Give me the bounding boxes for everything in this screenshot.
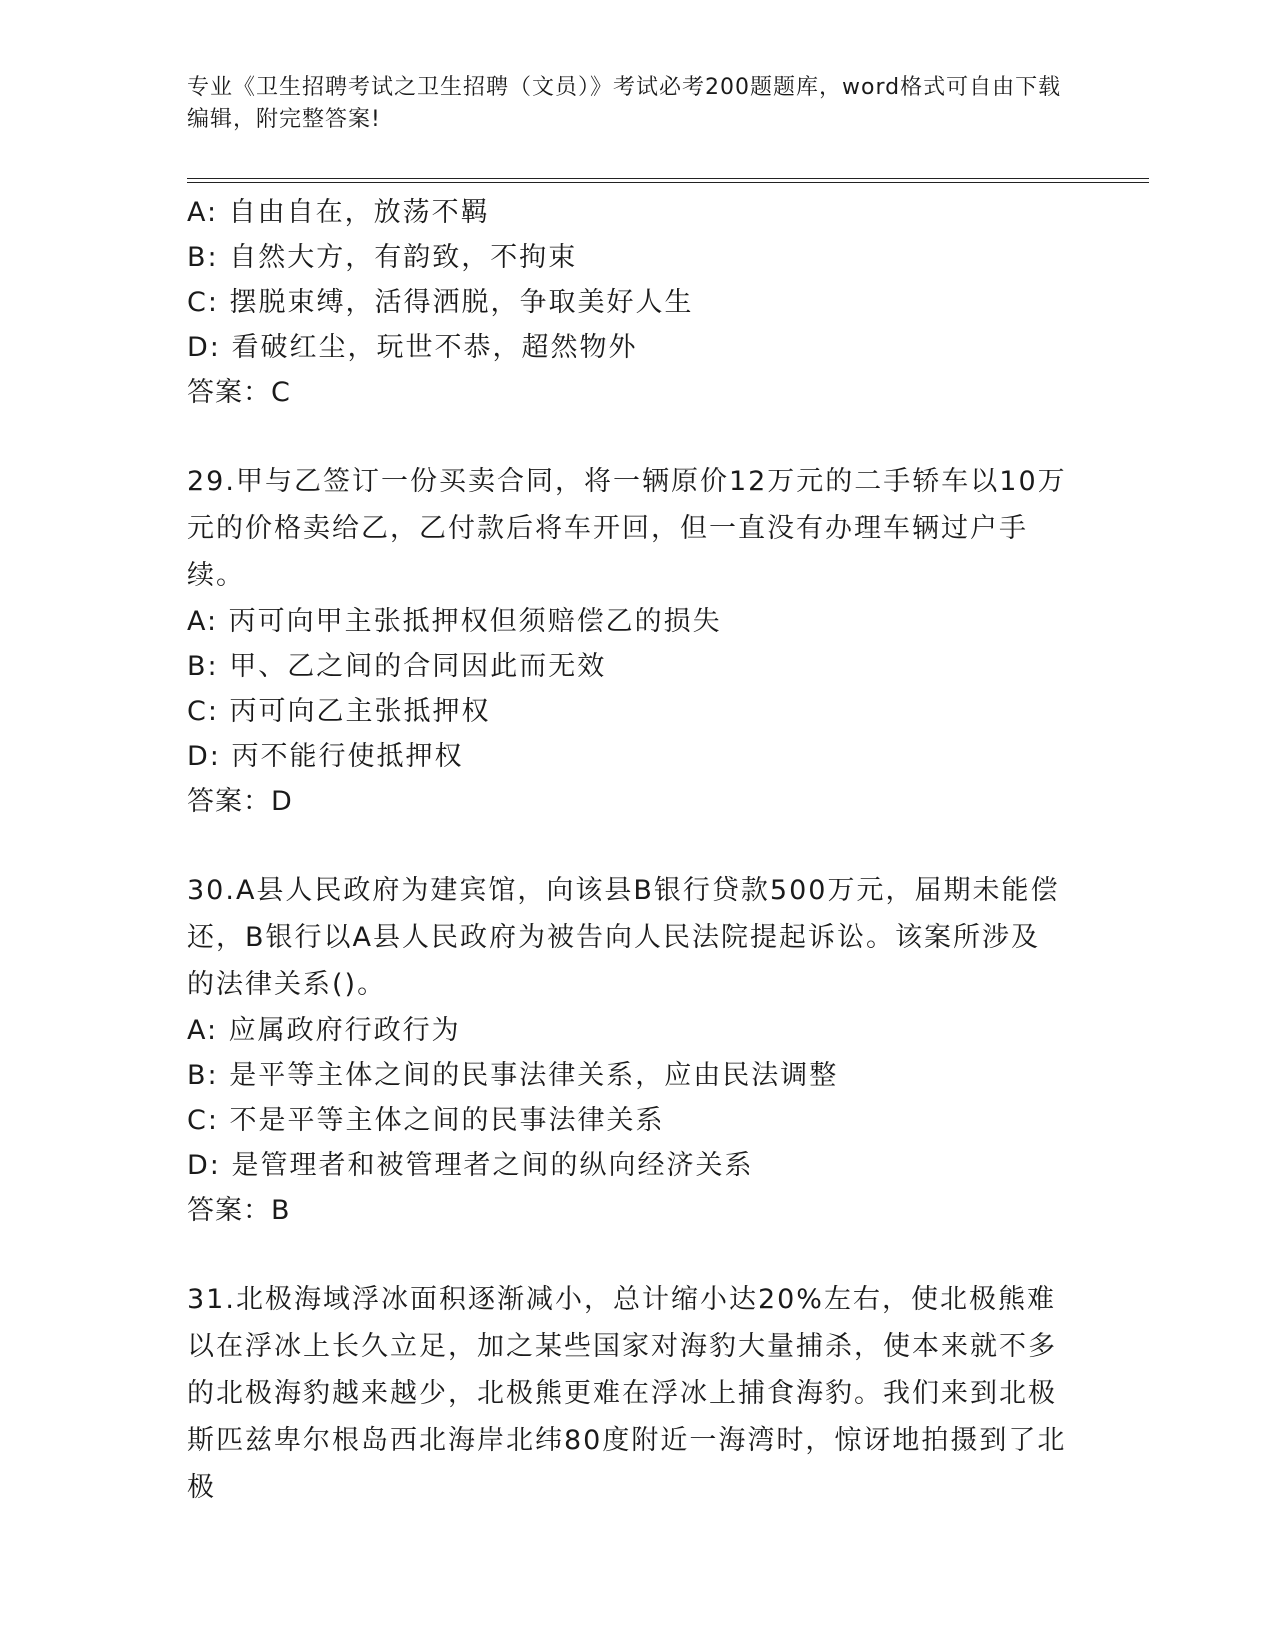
option-d: D: 看破红尘，玩世不恭，超然物外 [187,332,638,363]
answer-text: 答案：D [187,786,293,817]
question-block-30 [187,867,1087,1233]
header-rule-bottom [187,182,1149,183]
question-list [187,190,1087,1511]
option-b: B: 甲、乙之间的合同因此而无效 [187,651,607,682]
option-c: C: 摆脱束缚，活得洒脱，争取美好人生 [187,287,694,318]
question-stem: 31.北极海域浮冰面积逐渐减小，总计缩小达20%左右，使北极熊难以在浮冰上长久立足，加之某些国家对海豹大量捕杀，使本来就不多的北极海豹越来越少，北极熊更难在浮冰上捕食海豹。我们来到北极斯匹兹卑尔根岛西北海岸北纬80度附近一海湾时，惊讶地拍摄到了北极 [187,1284,1067,1503]
header-title: 专业《卫生招聘考试之卫生招聘（文员）》考试必考200题题库，word格式可自由下载编辑，附完整答案! [187,75,1062,132]
option-c: C: 丙可向乙主张抵押权 [187,696,491,727]
option-b: B: 自然大方，有韵致，不拘束 [187,242,578,273]
question-block-29 [187,458,1087,824]
option-a: A: 自由自在，放荡不羁 [187,197,490,228]
option-b: B: 是平等主体之间的民事法律关系，应由民法调整 [187,1060,839,1091]
question-block-28 [187,190,1087,415]
option-d: D: 是管理者和被管理者之间的纵向经济关系 [187,1150,754,1181]
option-a: A: 应属政府行政行为 [187,1015,461,1046]
page-header [187,72,1067,136]
option-c: C: 不是平等主体之间的民事法律关系 [187,1105,665,1136]
question-stem: 29.甲与乙签订一份买卖合同，将一辆原价12万元的二手轿车以10万元的价格卖给乙，乙付款后将车开回，但一直没有办理车辆过户手续。 [187,466,1067,591]
header-rule-top [187,178,1149,179]
answer-text: 答案：B [187,1195,291,1226]
question-block-31 [187,1276,1087,1511]
option-d: D: 丙不能行使抵押权 [187,741,464,772]
question-stem: 30.A县人民政府为建宾馆，向该县B银行贷款500万元，届期未能偿还，B银行以A县人民政府为被告向人民法院提起诉讼。该案所涉及的法律关系()。 [187,875,1060,1000]
option-a: A: 丙可向甲主张抵押权但须赔偿乙的损失 [187,606,722,637]
answer-text: 答案：C [187,377,291,408]
